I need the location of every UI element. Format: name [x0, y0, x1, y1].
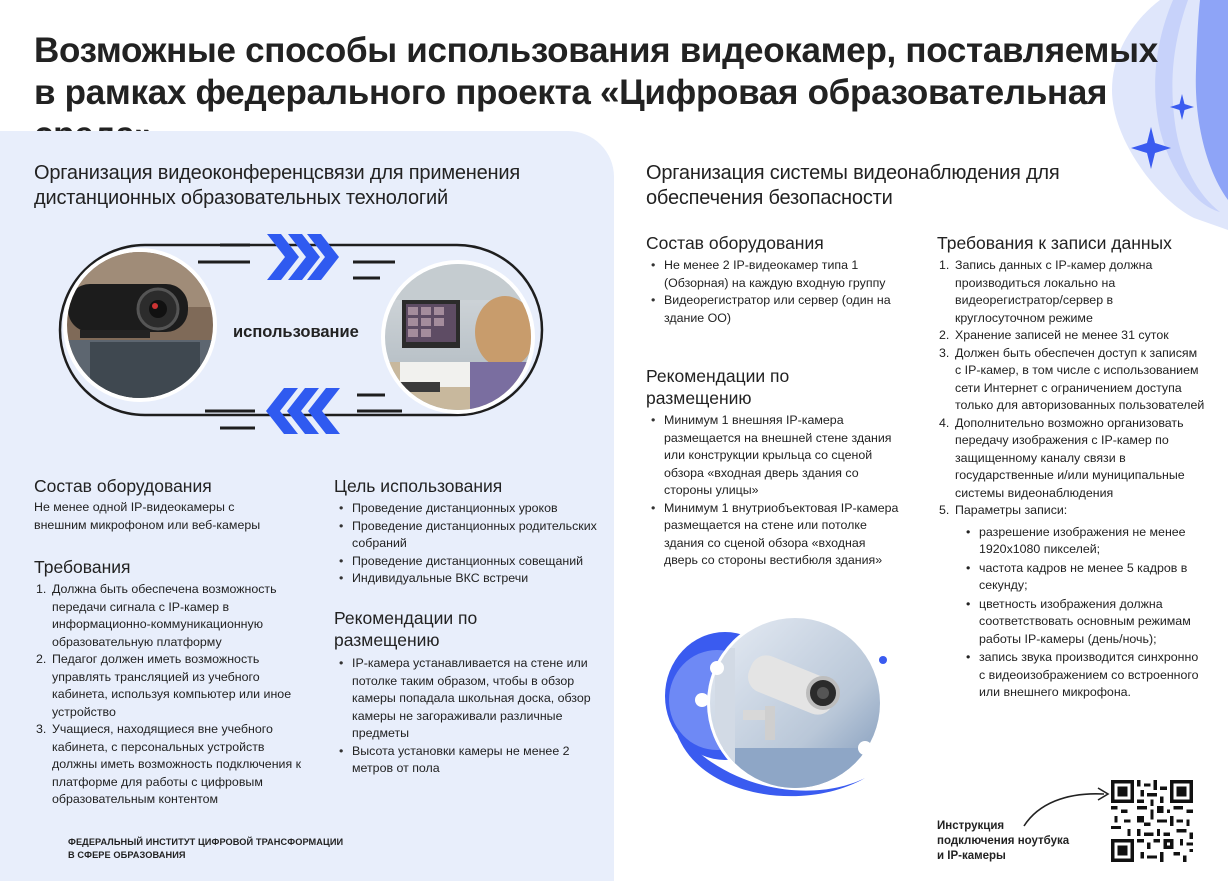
list-item: • разрешение изображения не менее 1920x1080 пикселей; — [961, 524, 1205, 559]
right-placement-heading: Рекомендации по размещению — [646, 366, 790, 408]
records-list — [937, 257, 1205, 702]
left-section-heading: Организация видеоконференцсвязи для применения дистанционных образовательных технологий — [34, 162, 521, 209]
list-item: • Минимум 1 внутриобъектовая IP-камера размещается на стене или потолке здания со сценой обзора «входная дверь со стороны вестибюля здания» — [646, 500, 902, 570]
right-section-heading: Организация системы видеонаблюдения для обеспечения безопасности — [646, 162, 1060, 209]
list-item: • частота кадров не менее 5 кадров в секунду; — [961, 560, 1205, 595]
list-item: 1. Запись данных с IP-камер должна производиться локально на видеорегистратор/сервер в круглосуточном режиме — [939, 258, 1153, 325]
list-item: • IP-камера устанавливается на стене или потолке таким образом, чтобы в обзор камеры попадала школьная доска, обзор камеры не загораживали различные предметы — [334, 655, 602, 743]
cctv-illustration — [655, 608, 905, 808]
qr-code[interactable] — [1111, 780, 1193, 862]
left-placement-list — [334, 655, 602, 778]
right-equipment-list — [646, 257, 894, 327]
list-item: • Видеорегистратор или сервер (один на здание ОО) — [646, 292, 894, 327]
records-heading: Требования к записи данных — [937, 233, 1172, 253]
list-item: • Проведение дистанционных родительских собраний — [334, 518, 604, 553]
left-requirements-list — [34, 581, 302, 809]
purpose-heading: Цель использования — [334, 476, 503, 496]
records-block — [937, 257, 1205, 703]
page-title: Возможные способы использования видеокамер, поставляемых в рамках федерального проекта «Цифровая образовательная — [34, 31, 1158, 112]
right-placement-list — [646, 412, 902, 570]
list-item: • Проведение дистанционных совещаний — [334, 553, 604, 571]
footer-brand: ФЕДЕРАЛЬНЫЙ ИНСТИТУТ ЦИФРОВОЙ ТРАНСФОРМАЦИИ В СФЕРЕ ОБРАЗОВАНИЯ — [68, 837, 344, 860]
list-item: 1. Должна быть обеспечена возможность передачи сигнала с IP-камер в информационно-коммуникационную образовательную платформу — [36, 582, 277, 649]
left-equipment-heading: Состав оборудования — [34, 476, 212, 496]
list-item: 5. Параметры записи: • разрешение изображения не менее 1920x1080 пикселей; • частота кадров не менее 5 кадров в секунду; • цветность изображения должна соответствовать основным режимам работы IP-камеры (день/ночь); • запись звука производится синхронно с видеоизображением со встроенного или внешнего микрофона. — [937, 502, 1205, 702]
list-item: 4. Дополнительно возможно организовать передачу изображения с IP-камер по защищенному каналу связи в государственные и/или муниципальные системы видеонаблюдения — [939, 415, 1185, 500]
purpose-list — [334, 500, 604, 588]
list-item: 3. Учащиеся, находящиеся вне учебного кабинета, с персональных устройств должны иметь возможность подключения к платформе для работы с цифровым образовательным контентом — [36, 722, 302, 806]
list-item: 3. Должен быть обеспечен доступ к записям с IP-камер, в том числе с использованием сети Интернет с ограничением доступа только для авторизованных пользователей — [939, 345, 1205, 412]
right-equipment-heading: Состав оборудования — [646, 233, 824, 253]
list-item: • цветность изображения должна соответствовать основным режимам работы IP-камеры (день/ночь); — [961, 596, 1205, 649]
left-requirements-heading: Требования — [34, 557, 131, 577]
list-item: • Не менее 2 IP-видеокамер типа 1 (Обзорная) на каждую входную группу — [646, 257, 894, 292]
list-item: • Индивидуальные ВКС встречи — [334, 570, 604, 588]
record-params-list — [961, 524, 1205, 702]
list-item: • Высота установки камеры не менее 2 метров от пола — [334, 743, 602, 778]
list-item: • запись звука производится синхронно с видеоизображением со встроенного или внешнего микрофона. — [961, 649, 1205, 702]
left-placement-heading: Рекомендации по размещению — [334, 608, 478, 650]
list-item: • Проведение дистанционных уроков — [334, 500, 604, 518]
list-item: • Минимум 1 внешняя IP-камера размещается на внешней стене здания или конструкции крыльца со сценой обзора «входная дверь здания со стороны улицы» — [646, 412, 902, 500]
list-item: 2. Педагог должен иметь возможность управлять трансляцией из учебного кабинета, используя компьютер или иное устройство — [36, 652, 292, 719]
usage-label: использование — [233, 323, 359, 341]
left-equipment-text: Не менее одной IP-видеокамеры с внешним микрофоном или веб-камеры — [34, 500, 261, 532]
list-item: 2. Хранение записей не менее 31 суток — [939, 328, 1169, 342]
qr-caption: Инструкция подключения ноутбука и IP-камеры — [937, 820, 1070, 862]
